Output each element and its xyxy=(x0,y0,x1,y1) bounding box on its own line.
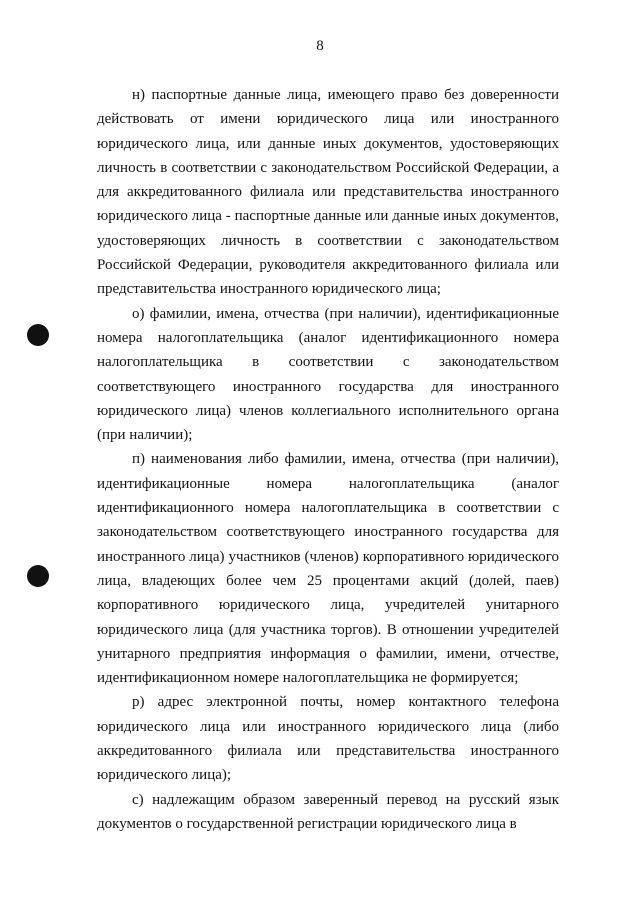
punch-hole-mark xyxy=(27,324,49,346)
paragraph-r: р) адрес электронной почты, номер контактного телефона юридического лица или иностранного юридического лица (либо аккредитованного филиала или представительства иностранного юридического лица); xyxy=(97,694,559,784)
paragraph-p: п) наименования либо фамилии, имена, отчества (при наличии), идентификационные номера налогоплательщика (аналог идентификационного номера налогоплательщика в соответствии с законодательством соответствующего иностранного государства для иностранного лица) участников (членов) корпоративного юридического лица, владеющих более чем 25 процентами акций (долей, паев) корпоративного юридического лица, учредителей унитарного юридического лица (для участника торгов). В отношении учредителей унитарного предприятия информация о фамилии, имени, отчестве, идентификационном номере налогоплательщика не формируется; xyxy=(97,451,559,687)
paragraph-n: н) паспортные данные лица, имеющего право без доверенности действовать от имени юридического лица или иностранного юридического лица, или данные иных документов, удостоверяющих личность в соответствии с законодательством Российской Федерации, а для аккредитованного филиала или представительства иностранного юридического лица - паспортные данные или данные иных документов, удостоверяющих личность в соответствии с законодательством Российской Федерации, руководителя аккредитованного филиала или представительства иностранного юридического лица; xyxy=(97,87,559,298)
document-body xyxy=(97,83,559,836)
paragraph-s: с) надлежащим образом заверенный перевод на русский язык документов о государственной регистрации юридического лица в xyxy=(97,791,559,832)
page-number: 8 xyxy=(316,38,324,54)
paragraph-o: о) фамилии, имена, отчества (при наличии), идентификационные номера налогоплательщика (аналог идентификационного номера налогоплательщика в соответствии с законодательством соответствующего иностранного государства для иностранного юридического лица) членов коллегиального исполнительного органа (при наличии); xyxy=(97,305,559,444)
punch-hole-mark xyxy=(27,565,49,587)
